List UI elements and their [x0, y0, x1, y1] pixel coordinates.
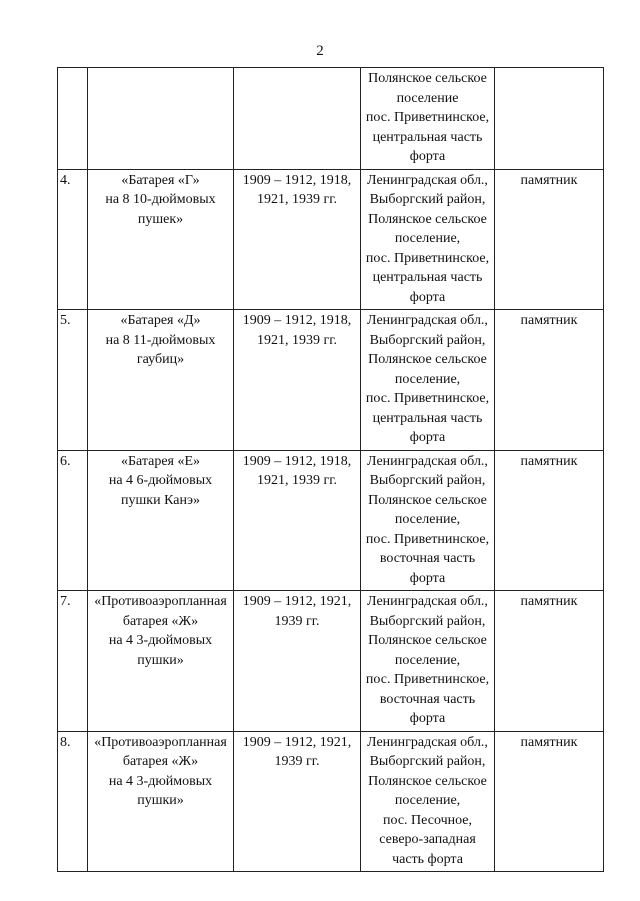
object-name: [88, 68, 234, 170]
object-location-line: Полянское сельское: [368, 211, 487, 227]
object-location-line: восточная часть: [379, 551, 476, 566]
object-location: [361, 450, 495, 591]
object-location-line: Выборгский район,: [369, 613, 486, 629]
object-name-line: «Батарея «Д»: [120, 313, 201, 328]
object-location-line: пос. Приветнинское,: [365, 531, 490, 547]
object-name-line: гаубиц»: [136, 352, 185, 367]
object-location-line: часть форта: [392, 851, 463, 867]
object-location-line: поселение,: [394, 652, 461, 668]
object-name-line: батарея «Ж»: [122, 613, 199, 629]
object-dates-line: 1921, 1939 гг.: [257, 332, 337, 348]
object-dates-line: 1921, 1939 гг.: [257, 473, 337, 488]
object-name-line: пушек»: [137, 211, 184, 227]
object-location-line: Ленинградская обл.,: [367, 172, 488, 188]
object-location-line: пос. Приветнинское,: [365, 250, 490, 266]
table-row: [58, 310, 604, 451]
table-row: [58, 731, 604, 872]
heritage-table: [57, 67, 604, 872]
object-dates: [234, 450, 361, 591]
object-location: [361, 169, 495, 310]
object-name-line: на 4 3-дюймовых: [108, 773, 213, 789]
object-location-line: форта: [409, 430, 446, 445]
object-location-line: поселение,: [394, 371, 461, 387]
object-name-line: пушки Канэ»: [121, 492, 200, 508]
object-location-line: пос. Песочное,: [383, 812, 472, 828]
object-category: памятник: [495, 731, 604, 872]
page-number: 2: [316, 43, 324, 59]
object-location-line: форта: [409, 289, 446, 305]
object-location-line: форта: [409, 570, 446, 586]
object-name: [88, 731, 234, 872]
object-name: [88, 450, 234, 591]
object-location-line: Ленинградская обл.,: [367, 313, 488, 328]
table-row: [58, 450, 604, 591]
object-dates-line: 1909 – 1912, 1918,: [242, 453, 352, 469]
object-name-line: на 4 3-дюймовых: [108, 633, 213, 648]
table-row: [58, 169, 604, 310]
object-location-line: Полянское сельское: [368, 71, 487, 86]
object-location-line: пос. Приветнинское,: [365, 110, 490, 125]
object-dates: [234, 731, 361, 872]
object-category: памятник: [495, 310, 604, 451]
object-location-line: Выборгский район,: [369, 754, 486, 769]
row-number: 7.: [58, 591, 88, 732]
object-location-line: Ленинградская обл.,: [367, 734, 488, 750]
object-dates-line: 1921, 1939 гг.: [257, 192, 337, 207]
object-location-line: форта: [409, 711, 446, 726]
object-name: [88, 591, 234, 732]
object-dates-line: 1909 – 1912, 1921,: [242, 734, 352, 750]
object-location-line: центральная часть: [372, 270, 483, 285]
object-name-line: батарея «Ж»: [122, 754, 199, 769]
object-name-line: «Противоаэропланная: [94, 734, 227, 750]
object-dates-line: 1939 гг.: [274, 754, 320, 769]
object-location-line: Выборгский район,: [369, 192, 486, 207]
object-location: [361, 591, 495, 732]
object-name-line: на 8 10-дюймовых: [105, 192, 216, 207]
object-location-line: центральная часть: [372, 410, 483, 426]
object-location-line: форта: [409, 149, 446, 164]
object-dates-line: 1909 – 1912, 1918,: [242, 313, 352, 328]
object-name-line: «Противоаэропланная: [94, 594, 227, 609]
row-number: 6.: [58, 450, 88, 591]
object-location-line: поселение,: [394, 793, 461, 808]
row-number: [58, 68, 88, 170]
table-row: [58, 68, 604, 170]
object-location-line: Ленинградская обл.,: [367, 453, 488, 469]
object-location-line: Ленинградская обл.,: [367, 594, 488, 609]
object-location: [361, 731, 495, 872]
object-name-line: пушки»: [137, 652, 184, 668]
object-dates: [234, 68, 361, 170]
object-dates: [234, 591, 361, 732]
object-location-line: Выборгский район,: [369, 332, 486, 348]
object-location-line: поселение: [396, 90, 459, 106]
object-location-line: Полянское сельское: [368, 352, 487, 367]
object-category: памятник: [495, 169, 604, 310]
object-name-line: на 8 11-дюймовых: [105, 332, 216, 348]
object-category: памятник: [495, 591, 604, 732]
object-name-line: «Батарея «Е»: [120, 453, 201, 469]
object-dates: [234, 169, 361, 310]
row-number: 5.: [58, 310, 88, 451]
object-location-line: Полянское сельское: [368, 773, 487, 789]
object-name-line: «Батарея «Г»: [121, 172, 200, 188]
object-name: [88, 169, 234, 310]
object-dates-line: 1939 гг.: [274, 613, 320, 629]
object-location-line: поселение,: [394, 512, 461, 527]
table-body: [58, 68, 604, 872]
row-number: 4.: [58, 169, 88, 310]
object-category: памятник: [495, 450, 604, 591]
object-location-line: поселение,: [394, 231, 461, 246]
row-number: 8.: [58, 731, 88, 872]
object-location-line: пос. Приветнинское,: [365, 672, 490, 687]
object-location-line: Полянское сельское: [368, 633, 487, 648]
object-location: [361, 310, 495, 451]
object-name-line: на 4 6-дюймовых: [108, 473, 213, 488]
object-category: [495, 68, 604, 170]
object-location-line: восточная часть: [379, 691, 476, 707]
object-dates-line: 1909 – 1912, 1918,: [242, 172, 352, 188]
object-location-line: северо-западная: [379, 832, 476, 847]
table-row: [58, 591, 604, 732]
object-dates-line: 1909 – 1912, 1921,: [242, 594, 352, 609]
object-dates: [234, 310, 361, 451]
object-location-line: центральная часть: [372, 129, 483, 145]
object-location-line: Выборгский район,: [369, 473, 486, 488]
object-location-line: Полянское сельское: [368, 492, 487, 508]
object-location-line: пос. Приветнинское,: [365, 391, 490, 406]
object-location: [361, 68, 495, 170]
object-name: [88, 310, 234, 451]
object-name-line: пушки»: [137, 793, 184, 808]
